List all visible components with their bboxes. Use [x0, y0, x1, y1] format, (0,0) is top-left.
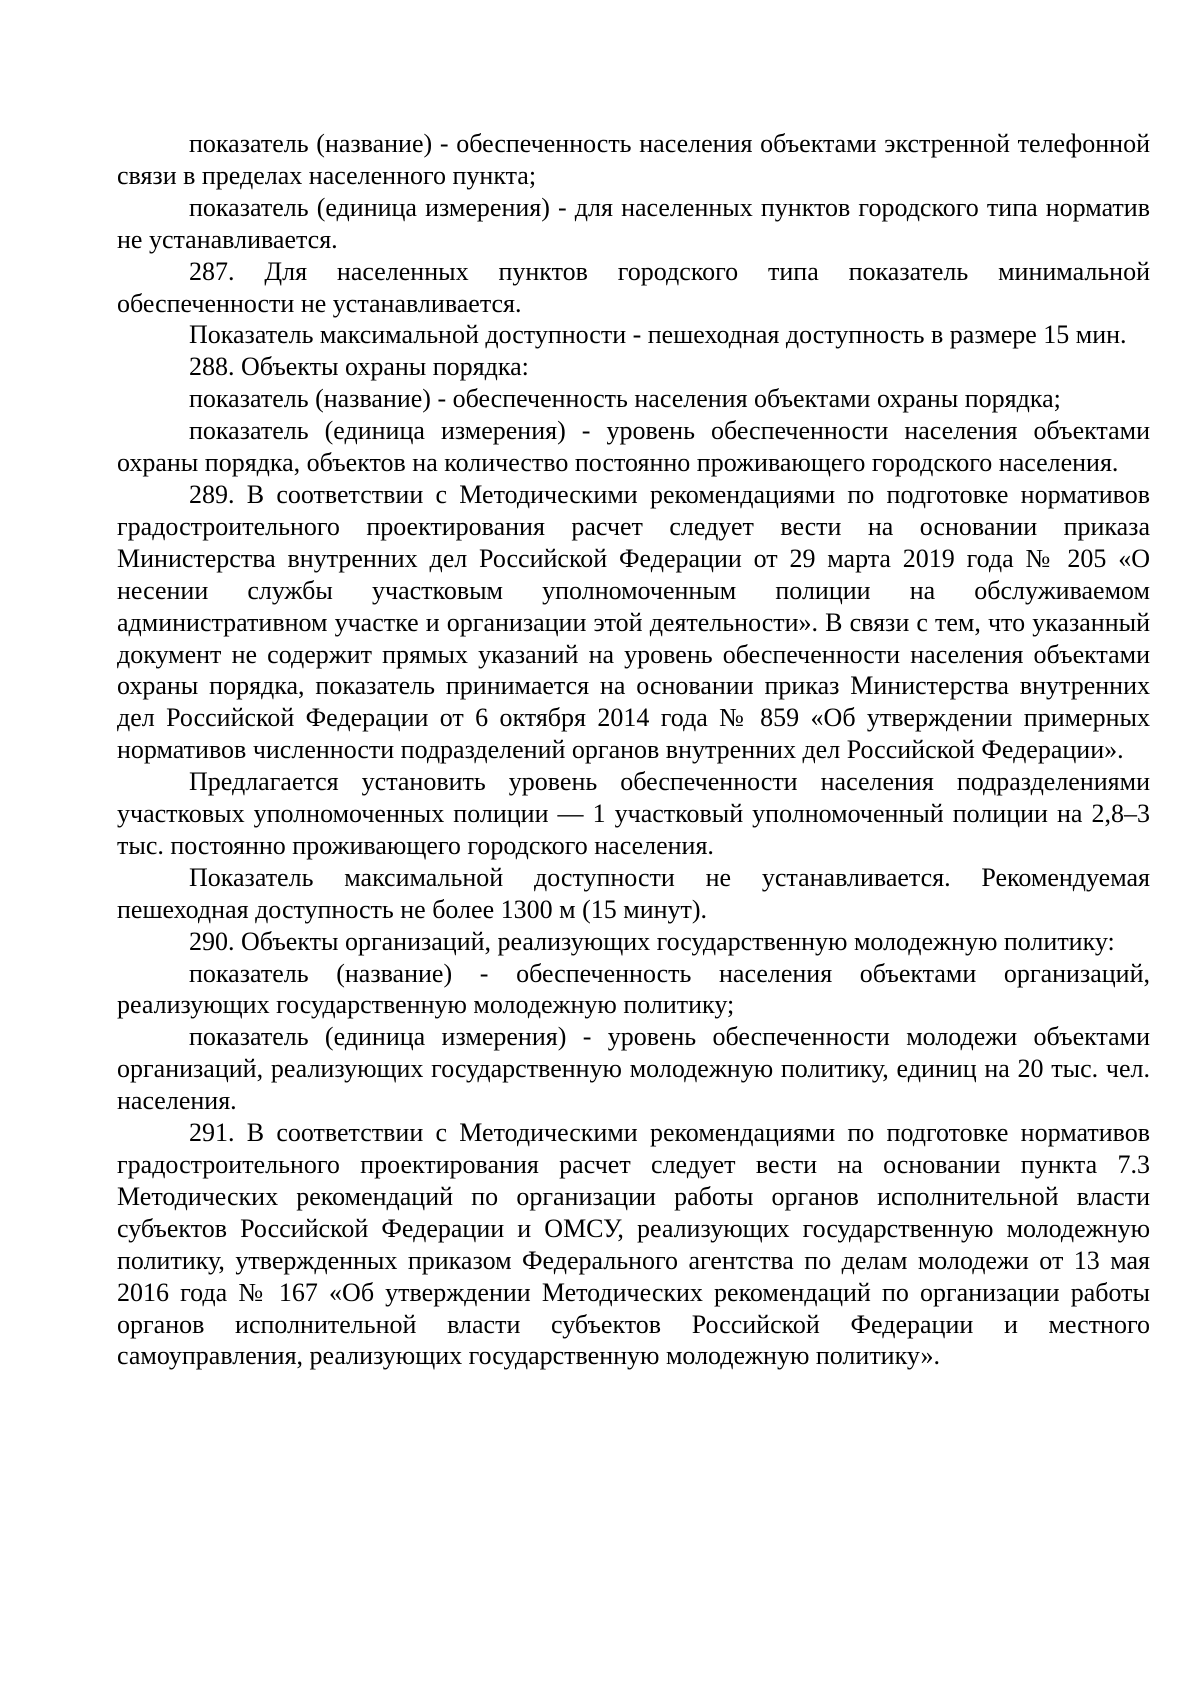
paragraph-indicator-name-emergency-phone: показатель (название) - обеспеченность населения объектами экстренной телефонной связи в пределах населенного пункта;	[117, 129, 1150, 190]
paragraph-max-accessibility-15-min: Показатель максимальной доступности - пешеходная доступность в размере 15 мин.	[189, 320, 1127, 350]
paragraph-indicator-name-public-order: показатель (название) - обеспеченность населения объектами охраны порядка;	[189, 384, 1061, 414]
paragraph-288-heading: 288. Объекты охраны порядка:	[189, 352, 529, 382]
paragraph-289: 289. В соответствии с Методическими рекомендациями по подготовке нормативов градостроительного проектирования расчет следует вести на основании приказа Министерства внутренних дел Российской Федерации от 29 марта 2019 года № 205 «О несении службы участковым уполномоченным полиции на обслуживаемом административном участке и организации этой деятельности». В связи с тем, что указанный документ не содержит прямых указаний на уровень обеспеченности населения объектами охраны порядка, показатель принимается на основании приказ Министерства внутренних дел Российской Федерации от 6 октября 2014 года № 859 «Об утверждении примерных нормативов численности подразделений органов внутренних дел Российской Федерации».	[117, 479, 1150, 765]
paragraph-indicator-name-youth-policy: показатель (название) - обеспеченность населения объектами организаций, реализующих государственную молодежную политику;	[117, 958, 1150, 1020]
paragraph-291: 291. В соответствии с Методическими рекомендациями по подготовке нормативов градостроительного проектирования расчет следует вести на основании пункта 7.3 Методических рекомендаций по организации работы органов исполнительной власти субъектов Российской Федерации и ОМСУ, реализующих государственную молодежную политику, утвержденных приказом Федерального агентства по делам молодежи от 13 мая 2016 года № 167 «Об утверждении Методических рекомендаций по организации работы органов исполнительной власти субъектов Российской Федерации и местного самоуправления, реализующих государственную молодежную политику».	[117, 1118, 1150, 1371]
paragraph-indicator-unit-public-order: показатель (единица измерения) - уровень обеспеченности населения объектами охраны порядка, объектов на количество постоянно проживающего городского населения.	[117, 416, 1150, 478]
paragraph-290-heading: 290. Объекты организаций, реализующих государственную молодежную политику:	[189, 926, 1115, 956]
paragraph-indicator-unit-emergency-phone: показатель (единица измерения) - для населенных пунктов городского типа норматив не устанавливается.	[117, 192, 1150, 254]
paragraph-proposed-police-level: Предлагается установить уровень обеспеченности населения подразделениями участковых уполномоченных полиции — 1 участковый уполномоченный полиции на 2,8–3 тыс. постоянно проживающего городского населения.	[117, 767, 1150, 860]
paragraph-max-accessibility-1300m: Показатель максимальной доступности не устанавливается. Рекомендуемая пешеходная доступность не более 1300 м (15 минут).	[117, 862, 1150, 924]
paragraph-indicator-unit-youth-policy: показатель (единица измерения) - уровень обеспеченности молодежи объектами организаций, реализующих государственную молодежную политику, единиц на 20 тыс. чел. населения.	[117, 1022, 1150, 1116]
paragraph-287: 287. Для населенных пунктов городского типа показатель минимальной обеспеченности не устанавливается.	[117, 256, 1150, 318]
document-body	[117, 128, 1150, 1372]
